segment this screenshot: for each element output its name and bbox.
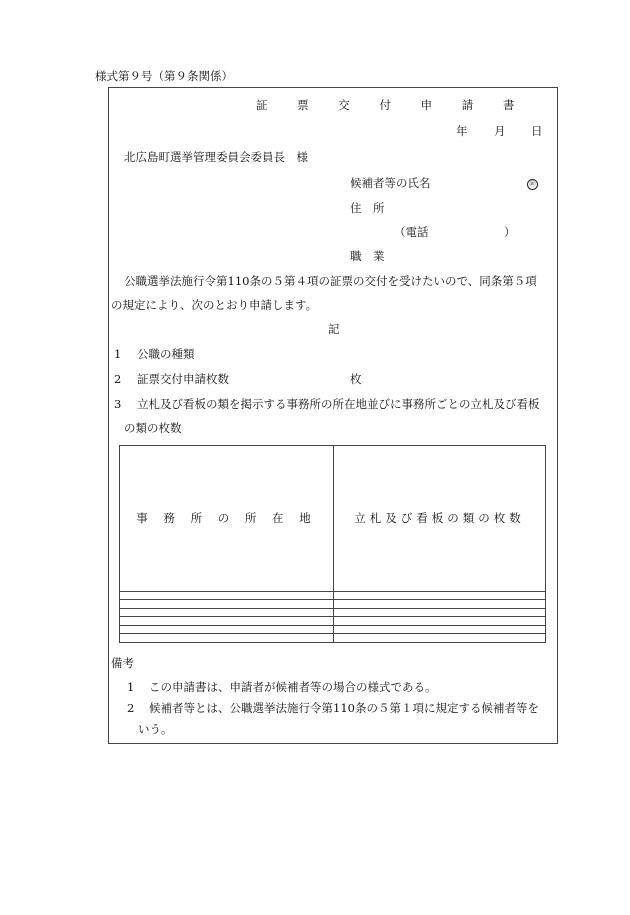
seal-mark: [527, 177, 538, 190]
phone-close: ）: [504, 225, 516, 239]
table-cell[interactable]: [334, 617, 546, 626]
table-row: [120, 634, 546, 643]
table-row: [120, 591, 546, 600]
column-header-count: 立札及び看板の類の枚数: [334, 446, 546, 592]
table-cell[interactable]: [120, 617, 334, 626]
ki-heading: 記: [328, 322, 340, 336]
date-day: 日: [531, 124, 543, 138]
table-cell[interactable]: [334, 591, 546, 600]
table-cell[interactable]: [120, 625, 334, 634]
note-number: 1: [127, 680, 135, 694]
note-text-continued: いう。: [138, 722, 173, 736]
table-cell[interactable]: [334, 600, 546, 609]
table-cell[interactable]: [120, 600, 334, 609]
item-number: 3: [114, 397, 122, 411]
table-cell[interactable]: [120, 591, 334, 600]
address-label: 住 所: [350, 201, 385, 215]
name-label: 候補者等の氏名: [350, 176, 431, 190]
body-text-line2: の規定により、次のとおり申請します。: [111, 298, 318, 312]
form-frame: [108, 87, 558, 744]
note-text: この申請書は、申請者が候補者等の場合の様式である。: [149, 680, 437, 694]
date-month: 月: [494, 124, 506, 138]
table-row: [120, 608, 546, 617]
table-cell[interactable]: [334, 608, 546, 617]
note-number: 2: [127, 701, 135, 715]
item-number: 1: [114, 347, 122, 361]
table-cell[interactable]: [120, 634, 334, 643]
note-text: 候補者等とは、公職選挙法施行令第110条の５第１項に規定する候補者等を: [149, 701, 539, 715]
item-unit: 枚: [350, 372, 362, 386]
form-title: 証 票 交 付 申 請 書: [256, 98, 528, 112]
form-id: 様式第９号（第９条関係）: [95, 69, 233, 83]
remarks-heading: 備考: [111, 656, 134, 670]
table-row: [120, 625, 546, 634]
item-text: 証票交付申請枚数: [137, 372, 229, 386]
seal-icon: ㊞: [527, 179, 538, 190]
date-year: 年: [456, 124, 468, 138]
item-text-continued: の類の枚数: [124, 421, 182, 435]
office-table: [119, 445, 546, 643]
item-number: 2: [114, 372, 122, 386]
item-text: 公職の種類: [137, 347, 195, 361]
occupation-label: 職 業: [350, 249, 385, 263]
body-text-line1: 公職選挙法施行令第110条の５第４項の証票の交付を受けたいので、同条第５項: [124, 274, 537, 288]
table-cell[interactable]: [334, 625, 546, 634]
table-cell[interactable]: [334, 634, 546, 643]
table-row: [120, 617, 546, 626]
item-text: 立札及び看板の類を掲示する事務所の所在地並びに事務所ごとの立札及び看板: [137, 397, 540, 411]
table-row: [120, 600, 546, 609]
phone-label: （電話: [394, 225, 429, 239]
table-cell[interactable]: [120, 608, 334, 617]
column-header-address: 事 務 所 の 所 在 地: [120, 446, 334, 592]
addressee: 北広島町選挙管理委員会委員長 様: [124, 150, 308, 164]
table-header-row: [120, 446, 546, 592]
